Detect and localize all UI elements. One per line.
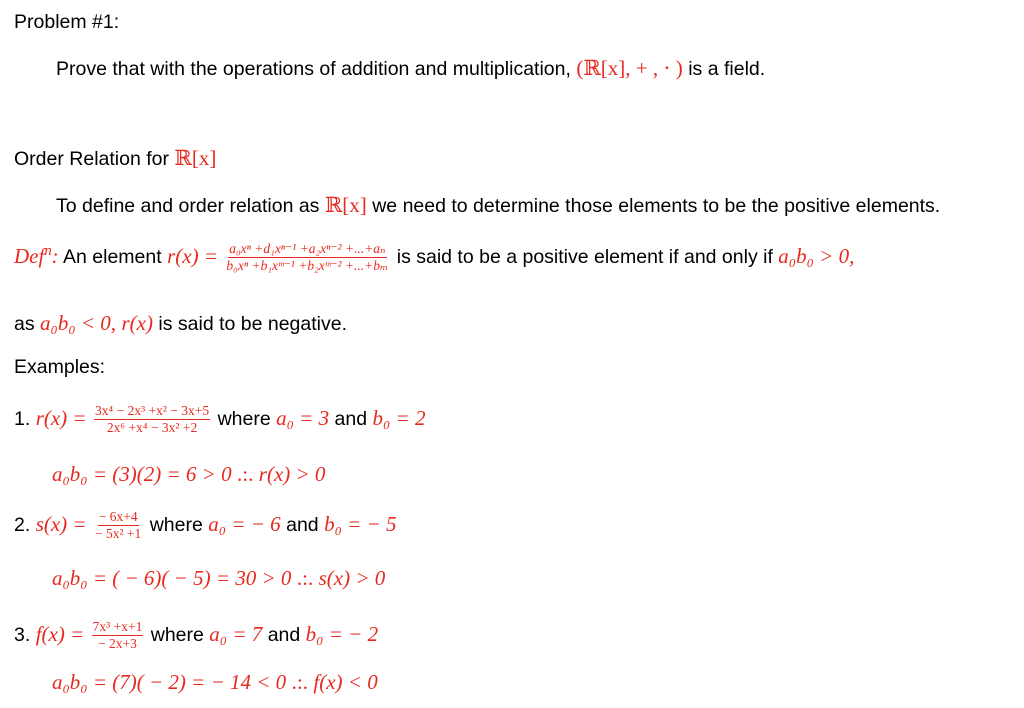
- order-relation-intro: To define and order relation as ℝ[x] we need to determine those elements to be the positive elements.: [56, 193, 941, 217]
- negative-condition: a₀b₀ < 0,: [40, 311, 117, 335]
- example-2-fraction: $\frac{- 6x+4}{\text{− 5x² +1}}$: [95, 509, 142, 542]
- example-3-fraction: $\frac{\text{7x³ +x+1}}{- 2x+3}$: [92, 619, 143, 652]
- fraction-numerator: a₀xⁿ +d₁xⁿ⁻¹ +a₂xⁿ⁻² +...+aₙ: [228, 242, 386, 258]
- example-2: 2. s(x) = $\frac{- 6x+4}{\text{− 5x² +1}}$ where a₀ = − 6 and b₀ = − 5: [14, 509, 397, 542]
- therefore-icon: .:.: [237, 462, 254, 486]
- example-2-result: a₀b₀ = ( − 6)( − 5) = 30 > 0 .:. s(x) > 0: [52, 566, 386, 590]
- positive-condition: a₀b₀ > 0,: [778, 243, 855, 268]
- definition-line: Def$^n$: An element r(x) = $\frac{\text{a₀xⁿ +d₁xⁿ⁻¹ +a₂xⁿ⁻² +...+aₙ}}{\text{b₀xⁿ +b₁xᵐ⁻¹ +b₂xᵐ⁻² +...+bₘ}}$ is said to be a positive element if and only if a₀b₀ > 0,: [14, 241, 855, 274]
- fraction-denominator: b₀xⁿ +b₁xᵐ⁻¹ +b₂xᵐ⁻² +...+bₘ: [226, 258, 389, 274]
- problem-prompt: Prove that with the operations of addition and multiplication, (ℝ[x], + , ⋅ ) is a field.: [56, 56, 766, 80]
- example-3-result: a₀b₀ = (7)( − 2) = − 14 < 0 .:. f(x) < 0: [52, 670, 378, 694]
- definition-fraction: [225, 242, 389, 273]
- polynomial-ring-notation: ℝ[x]: [174, 146, 217, 170]
- problem-title: Problem #1:: [14, 11, 120, 33]
- example-1-fraction: $\frac{\text{3x⁴ − 2x³ +x² − 3x+5}}{\text{2x⁶ +x⁴ − 3x² +2}}$: [95, 403, 210, 436]
- therefore-icon: .:.: [291, 670, 308, 694]
- negative-condition-line: as a₀b₀ < 0, r(x) is said to be negative.: [14, 311, 348, 335]
- example-1: 1. r(x) = $\frac{\text{3x⁴ − 2x³ +x² − 3x+5}}{\text{2x⁶ +x⁴ − 3x² +2}}$ where a₀ = 3 and b₀ = 2: [14, 403, 426, 436]
- therefore-icon: .:.: [296, 566, 314, 590]
- field-notation: (ℝ[x], + , ⋅ ): [576, 56, 683, 80]
- example-3: 3. f(x) = $\frac{\text{7x³ +x+1}}{- 2x+3}$ where a₀ = 7 and b₀ = − 2: [14, 619, 379, 652]
- definition-label: Def$^n$:: [14, 242, 59, 268]
- examples-heading: Examples:: [14, 356, 106, 378]
- example-1-result: a₀b₀ = (3)(2) = 6 > 0 .:. r(x) > 0: [52, 462, 326, 486]
- order-relation-heading: Order Relation for ℝ[x]: [14, 146, 217, 170]
